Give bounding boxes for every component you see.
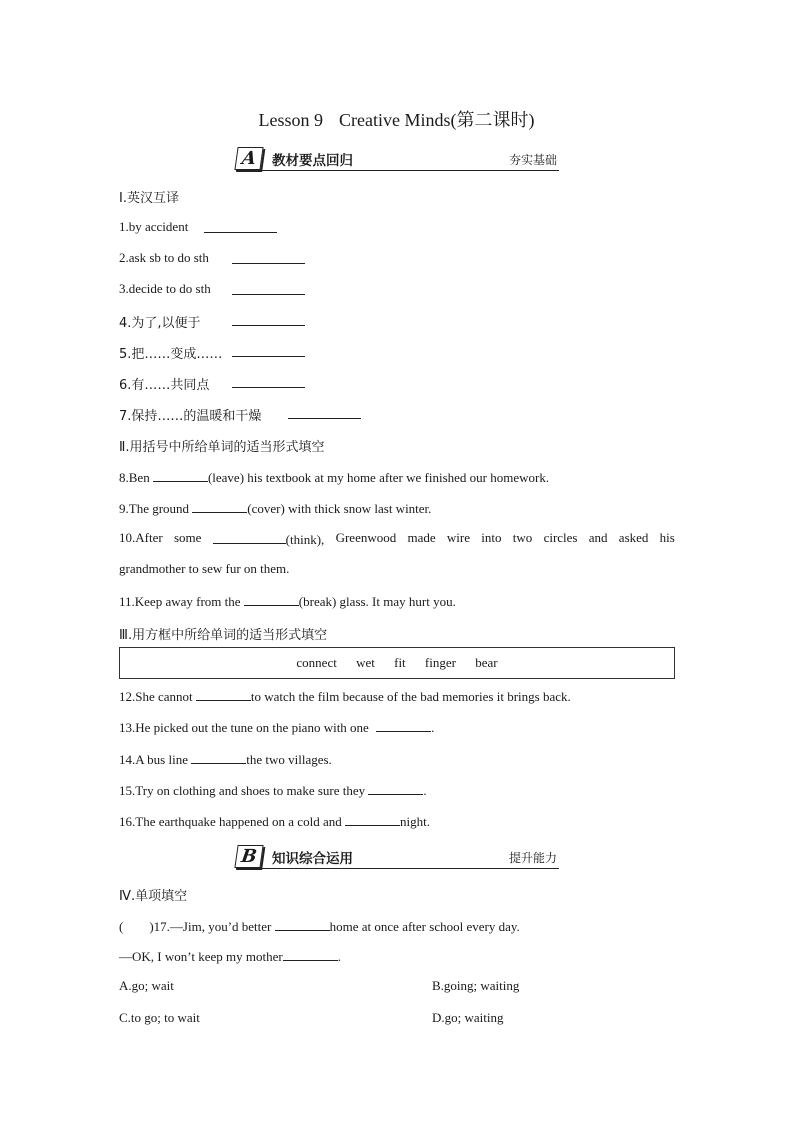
- answer-blank-15[interactable]: [368, 781, 423, 795]
- page-title: [0, 106, 793, 132]
- question-7: 7.保持……的温暖和干燥: [119, 409, 262, 424]
- section1-heading: Ⅰ.英汉互译: [119, 191, 179, 206]
- question-14: 14.A bus line the two villages.: [119, 752, 332, 767]
- answer-blank-10[interactable]: [213, 530, 286, 544]
- answer-blank-12[interactable]: [196, 687, 251, 701]
- question-11: 11.Keep away from the (break) glass. It may hurt you.: [119, 594, 456, 609]
- word-box-item: bear: [475, 655, 498, 670]
- question-9: 9.The ground (cover) with thick snow last winter.: [119, 501, 432, 516]
- question-1: 1.by accident: [119, 219, 189, 234]
- banner-b-badge: B: [234, 845, 263, 868]
- question-10-continued: grandmother to sew fur on them.: [119, 561, 290, 576]
- question-17-reply: —OK, I won’t keep my mother .: [119, 949, 341, 964]
- question-12: 12.She cannot to watch the film because of the bad memories it brings back.: [119, 689, 571, 704]
- question-8: 8.Ben (leave) his textbook at my home after we finished our homework.: [119, 470, 550, 485]
- answer-blank-4[interactable]: [232, 312, 305, 326]
- banner-b-title: 知识综合运用: [272, 851, 353, 867]
- answer-blank-7[interactable]: [288, 405, 361, 419]
- section-banner-b: [236, 844, 559, 869]
- banner-a-badge: A: [234, 147, 263, 170]
- question-13: 13.He picked out the tune on the piano with one .: [119, 720, 435, 735]
- option-a[interactable]: A.go; wait: [119, 978, 174, 993]
- banner-b-right: 提升能力: [508, 851, 557, 865]
- answer-blank-17b[interactable]: [283, 947, 338, 961]
- question-2: 2.ask sb to do sth: [119, 250, 209, 265]
- lesson-name: Creative Minds(第二课时): [339, 110, 535, 130]
- question-6: 6.有……共同点: [119, 378, 210, 393]
- word-box-item: fit: [394, 655, 406, 670]
- banner-a-title: 教材要点回归: [272, 153, 353, 169]
- answer-blank-11[interactable]: [244, 592, 299, 606]
- question-17: ( )17.—Jim, you’d better home at once after school every day.: [119, 919, 520, 934]
- answer-blank-3[interactable]: [232, 281, 305, 295]
- question-15: 15.Try on clothing and shoes to make sure they .: [119, 783, 427, 798]
- answer-blank-8[interactable]: [153, 468, 208, 482]
- word-box-item: wet: [356, 655, 375, 670]
- section3-heading: Ⅲ.用方框中所给单词的适当形式填空: [119, 628, 328, 643]
- answer-blank-13[interactable]: [376, 718, 431, 732]
- question-3: 3.decide to do sth: [119, 281, 211, 296]
- answer-blank-5[interactable]: [232, 343, 305, 357]
- answer-blank-14[interactable]: [191, 750, 246, 764]
- question-10: 10.After some (think), Greenwood made wire into two circles and asked his: [119, 530, 675, 547]
- option-b[interactable]: B.going; waiting: [432, 978, 520, 993]
- answer-blank-6[interactable]: [232, 374, 305, 388]
- option-d[interactable]: D.go; waiting: [432, 1010, 504, 1025]
- answer-blank-16[interactable]: [345, 812, 400, 826]
- answer-blank-17[interactable]: [275, 917, 330, 931]
- answer-blank-1[interactable]: [204, 219, 277, 233]
- answer-blank-9[interactable]: [192, 499, 247, 513]
- question-16: 16.The earthquake happened on a cold and night.: [119, 814, 430, 829]
- answer-paren[interactable]: ( ): [119, 919, 154, 934]
- option-c[interactable]: C.to go; to wait: [119, 1010, 200, 1025]
- word-box-item: connect: [296, 655, 337, 670]
- word-box: [119, 647, 675, 679]
- lesson-number: Lesson 9: [258, 110, 324, 130]
- question-4: 4.为了,以便于: [119, 316, 201, 331]
- question-5: 5.把……变成……: [119, 347, 223, 362]
- section-banner-a: [236, 146, 559, 171]
- section2-heading: Ⅱ.用括号中所给单词的适当形式填空: [119, 440, 325, 455]
- word-box-item: finger: [424, 655, 456, 670]
- section4-heading: Ⅳ.单项填空: [119, 889, 188, 904]
- answer-blank-2[interactable]: [232, 250, 305, 264]
- banner-a-right: 夯实基础: [508, 153, 557, 167]
